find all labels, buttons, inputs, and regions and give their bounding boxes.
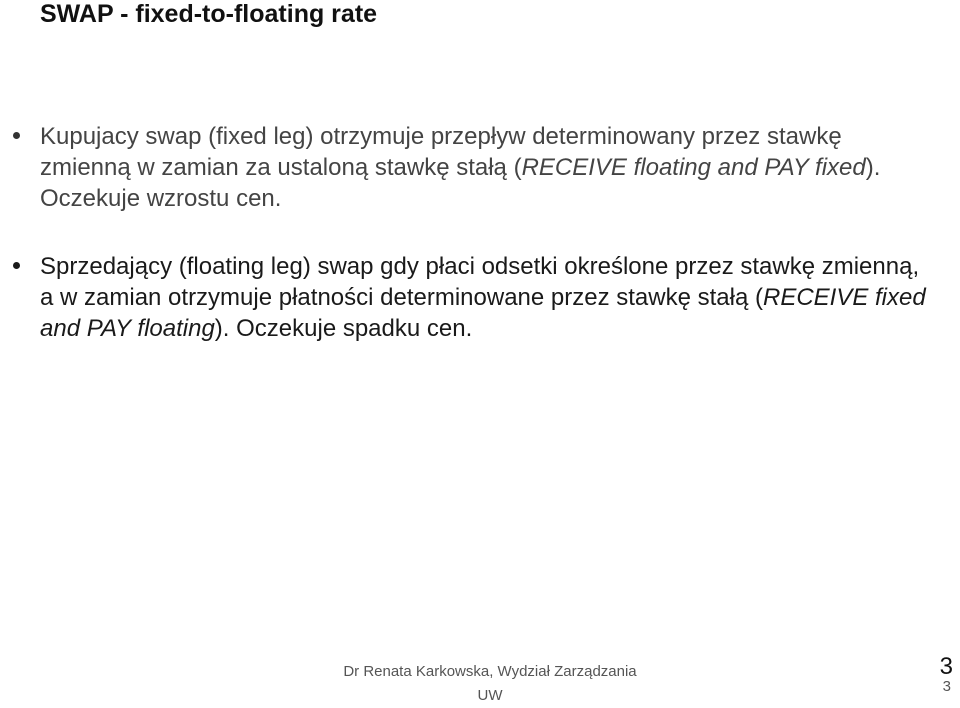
footer-author: Dr Renata Karkowska, Wydział Zarządzania bbox=[343, 663, 637, 680]
slide-title: SWAP - fixed-to-floating rate bbox=[40, 0, 378, 28]
page-number: 3 bbox=[939, 653, 953, 680]
bullet-italic-text: RECEIVE fixed and PAY floating bbox=[40, 284, 926, 342]
bullet-dot-icon bbox=[13, 262, 20, 269]
bullet-item-buyer bbox=[40, 121, 935, 214]
bullet-italic-text: RECEIVE floating and PAY fixed bbox=[521, 154, 866, 181]
footer bbox=[300, 660, 680, 708]
bullet-item-seller bbox=[40, 251, 935, 344]
bullet-dot-icon bbox=[13, 132, 20, 139]
bullet-text: Kupujacy swap (fixed leg) otrzymuje przepływ determinowany przez stawkę zmienną w zamian za ustaloną stawkę stałą ( bbox=[40, 123, 842, 181]
footer-institution: UW bbox=[477, 687, 503, 704]
bullet-text-end: ). Oczekuje wzrostu cen. bbox=[40, 154, 881, 212]
bullet-text: Sprzedający (floating leg) swap gdy płaci odsetki określone przez stawkę zmienną, a w zamian otrzymuje płatności determinowane przez stawkę stałą ( bbox=[40, 253, 920, 311]
page-number-small: 3 bbox=[942, 678, 951, 695]
bullet-text-end: ). Oczekuje spadku cen. bbox=[214, 315, 473, 342]
